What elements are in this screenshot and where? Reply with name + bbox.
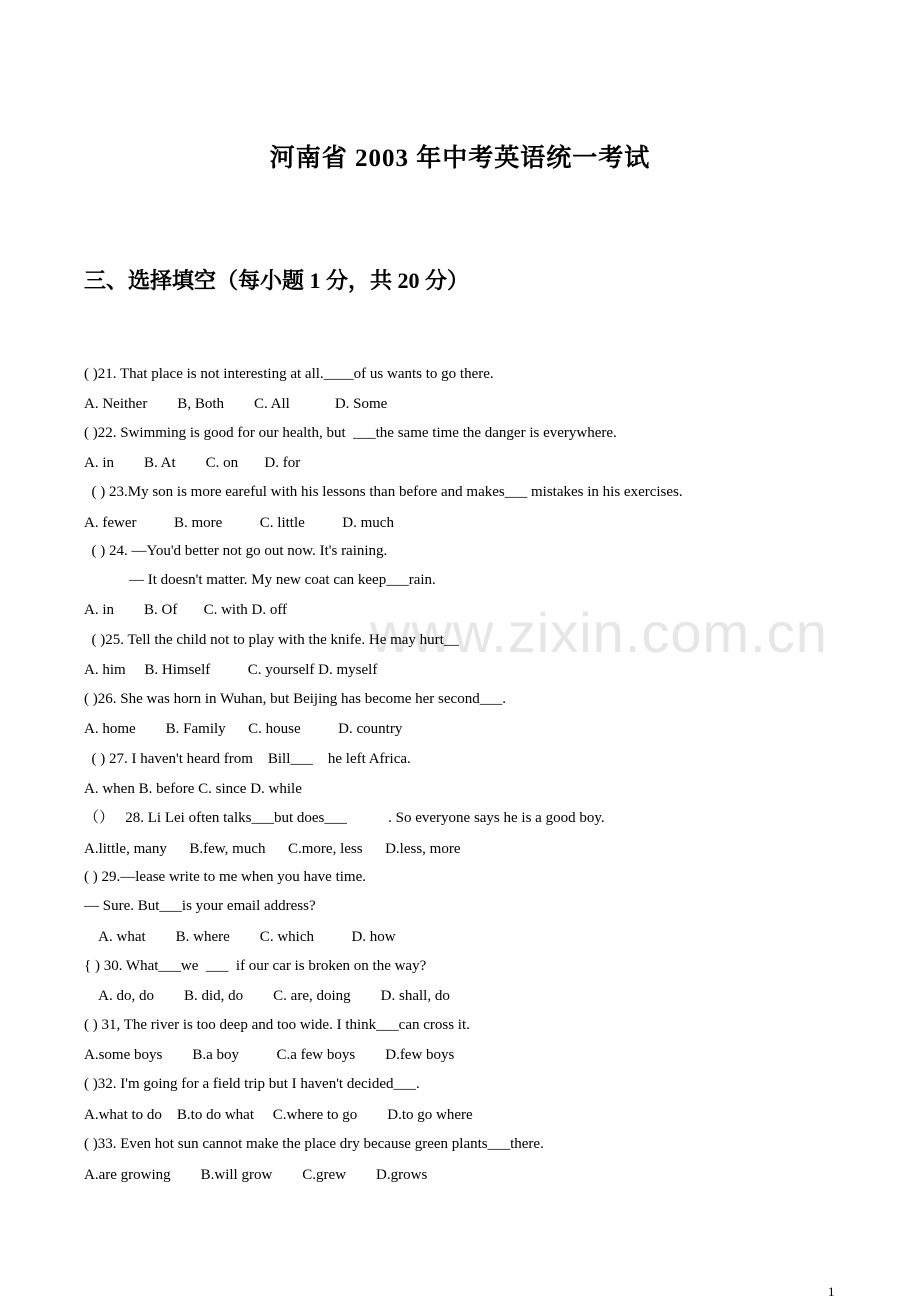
options-31: A.some boys B.a boy C.a few boys D.few boys xyxy=(84,1047,455,1063)
question-33: ( )33. Even hot sun cannot make the place dry because green plants___there. xyxy=(84,1136,544,1152)
question-22: ( )22. Swimming is good for our health, but ___the same time the danger is everywhere. xyxy=(84,425,617,441)
options-32: A.what to do B.to do what C.where to go D.to go where xyxy=(84,1107,473,1123)
options-23: A. fewer B. more C. little D. much xyxy=(84,515,394,531)
section-heading: 三、选择填空（每小题 1 分，共 20 分） xyxy=(84,268,470,293)
options-30: A. do, do B. did, do C. are, doing D. shall, do xyxy=(84,988,450,1004)
question-29: ( ) 29.—lease write to me when you have time. xyxy=(84,869,366,885)
question-27: ( ) 27. I haven't heard from Bill___ he left Africa. xyxy=(84,751,411,767)
question-31: ( ) 31, The river is too deep and too wide. I think___can cross it. xyxy=(84,1017,470,1033)
question-25: ( )25. Tell the child not to play with the knife. He may hurt__ xyxy=(84,632,459,648)
question-29-reply: — Sure. But___is your email address? xyxy=(84,898,316,914)
options-26: A. home B. Family C. house D. country xyxy=(84,721,403,737)
question-21: ( )21. That place is not interesting at all.____of us wants to go there. xyxy=(84,366,494,382)
question-26: ( )26. She was horn in Wuhan, but Beijing has become her second___. xyxy=(84,691,506,707)
watermark: www.zixin.com.cn xyxy=(370,601,828,664)
question-24: ( ) 24. —You'd better not go out now. It's raining. xyxy=(84,543,388,559)
options-33: A.are growing B.will grow C.grew D.grows xyxy=(84,1167,428,1183)
question-23: ( ) 23.My son is more eareful with his lessons than before and makes___ mistakes in his exercises. xyxy=(84,484,683,500)
question-24-reply: — It doesn't matter. My new coat can keep___rain. xyxy=(84,572,436,588)
page-number: 1 xyxy=(828,1284,835,1299)
options-24: A. in B. Of C. with D. off xyxy=(84,602,288,618)
options-21: A. Neither B, Both C. All D. Some xyxy=(84,396,388,412)
page-title: 河南省 2003 年中考英语统一考试 xyxy=(269,145,651,172)
options-27: A. when B. before C. since D. while xyxy=(84,781,302,797)
options-29: A. what B. where C. which D. how xyxy=(84,929,396,945)
question-32: ( )32. I'm going for a field trip but I haven't decided___. xyxy=(84,1076,420,1092)
question-28: （） 28. Li Lei often talks___but does___ . So everyone says he is a good boy. xyxy=(84,810,605,826)
options-22: A. in B. At C. on D. for xyxy=(84,455,301,471)
options-25: A. him B. Himself C. yourself D. myself xyxy=(84,662,378,678)
question-30: { ) 30. What___we ___ if our car is broken on the way? xyxy=(84,958,427,974)
options-28: A.little, many B.few, much C.more, less D.less, more xyxy=(84,841,461,857)
